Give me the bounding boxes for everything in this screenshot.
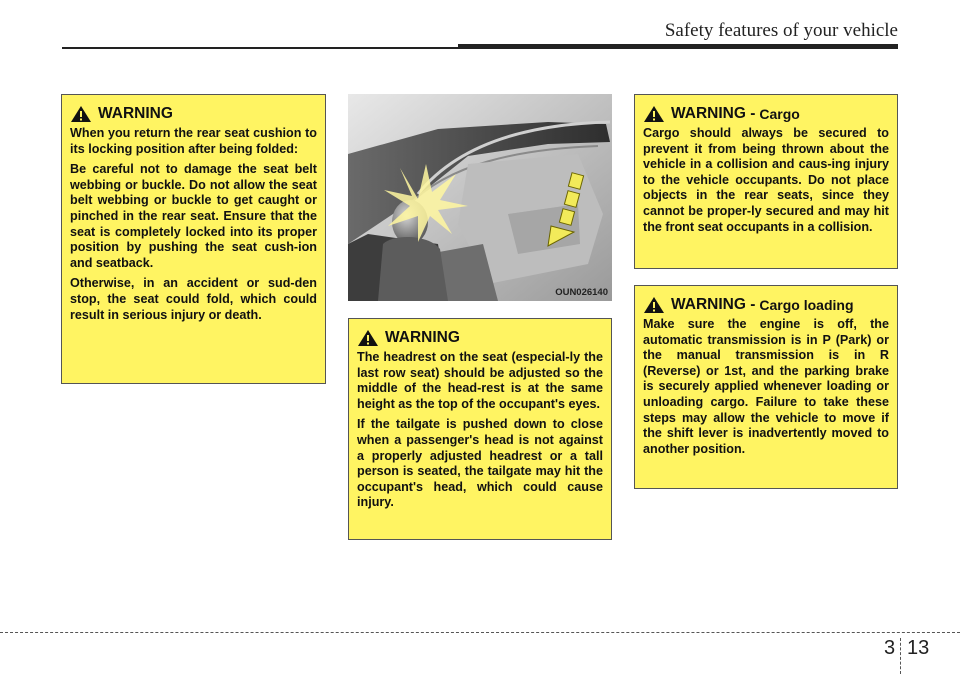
warning-paragraph: Be careful not to damage the seat belt webbing or buckle. Do not allow the seat belt webbing or buckle to get caught or pinched in the rear seat. Ensure that the seat is completely locked into its proper position by pushing the seat cush-ion and seatback. xyxy=(70,162,317,270)
warning-title xyxy=(357,329,603,347)
warning-title xyxy=(643,105,889,123)
warning-triangle-icon xyxy=(643,296,665,314)
warning-box-seat-cushion xyxy=(61,94,326,384)
figure-code-label: OUN026140 xyxy=(555,287,608,298)
warning-subtitle: Cargo xyxy=(759,106,800,122)
page-header-title: Safety features of your vehicle xyxy=(664,20,898,41)
page-number: 13 xyxy=(907,637,930,659)
warning-paragraph: The headrest on the seat (especial-ly the last row seat) should be adjusted so the middle of the head-rest is at the same height as the top of the occupant's eyes. xyxy=(357,350,603,411)
warning-paragraph: Cargo should always be secured to prevent it from being thrown about the vehicle in a collision and caus-ing injury to the vehicle occupants. Do not place objects in the rear seats, since they cannot be proper-ly secured and may hit the front seat occupants in a collision. xyxy=(643,126,889,234)
warning-title xyxy=(70,105,317,123)
headrest-illustration xyxy=(348,94,612,301)
warning-title-text: WARNING xyxy=(98,105,173,122)
warning-box-headrest xyxy=(348,318,612,540)
chapter-number: 3 xyxy=(884,637,896,659)
footer-rule xyxy=(0,632,960,633)
warning-paragraph: Make sure the engine is off, the automatic transmission is in P (Park) or the manual transmission is in R (Reverse) or 1st, and the parking brake is securely applied whenever loading or unloading cargo. Failure to take these steps may allow the vehicle to move if the shift lever is inadvertently moved to another position. xyxy=(643,317,889,456)
warning-subtitle: Cargo loading xyxy=(759,297,854,313)
warning-title-text: WARNING xyxy=(385,329,460,346)
header-rule-accent xyxy=(458,44,898,49)
warning-paragraph: Otherwise, in an accident or sud-den stop, the seat could fold, which could result in serious injury or death. xyxy=(70,276,317,322)
warning-paragraph: When you return the rear seat cushion to its locking position after being folded: xyxy=(70,126,317,156)
tailgate-impact-illustration xyxy=(348,94,612,301)
warning-title-text: WARNING - xyxy=(671,296,756,313)
warning-triangle-icon xyxy=(643,105,665,123)
warning-title xyxy=(643,296,889,314)
warning-box-cargo-loading xyxy=(634,285,898,489)
warning-box-cargo xyxy=(634,94,898,269)
warning-paragraph: If the tailgate is pushed down to close when a passenger's head is not against a properly adjusted headrest or a tall person is seated, the tailgate may hit the occupant's head, which could cause injury. xyxy=(357,417,603,510)
page-number-separator xyxy=(900,638,901,674)
warning-triangle-icon xyxy=(70,105,92,123)
warning-triangle-icon xyxy=(357,329,379,347)
warning-title-text: WARNING - xyxy=(671,105,756,122)
